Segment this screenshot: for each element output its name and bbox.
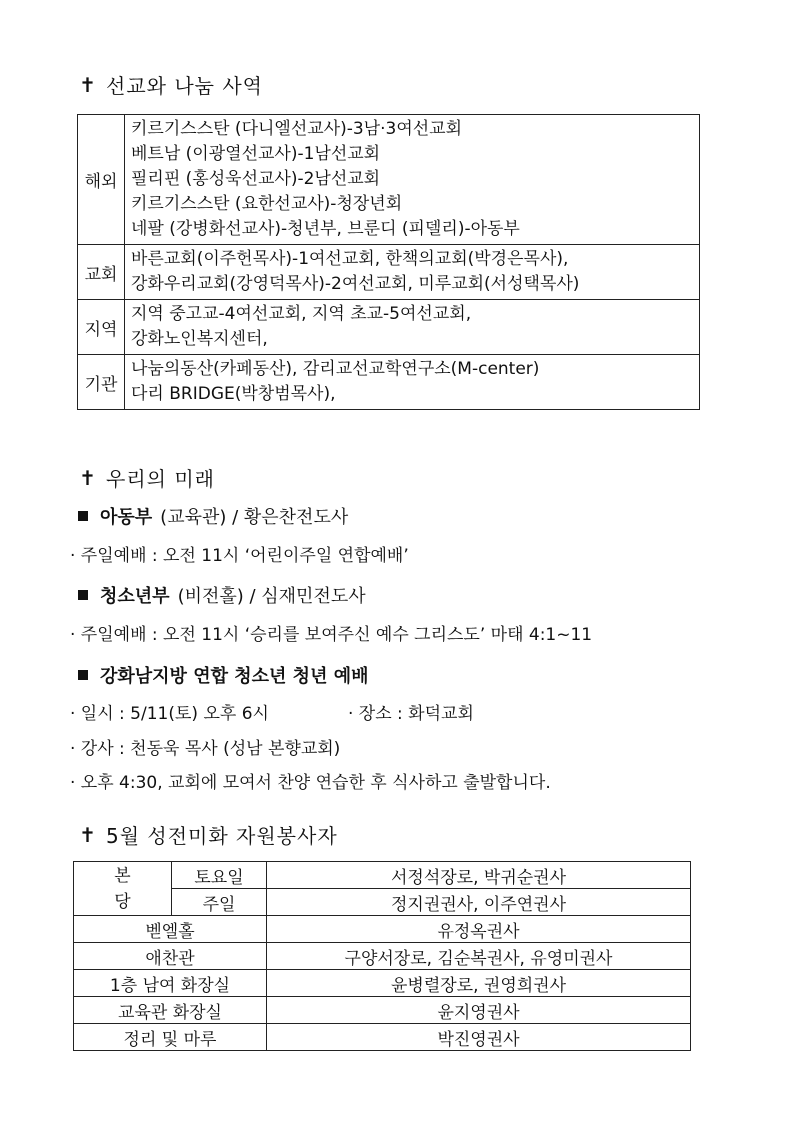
mission-row-overseas xyxy=(78,115,700,245)
table-row xyxy=(74,943,691,970)
mission-title-text: 선교와 나눔 사역 xyxy=(106,74,263,98)
table-row xyxy=(74,970,691,997)
place-label: 벧엘홀 xyxy=(74,916,267,943)
children-dept-detail: (교육관) / 황은찬전도사 xyxy=(160,507,349,528)
table-row xyxy=(74,997,691,1024)
category-cell: 해외 xyxy=(78,115,125,245)
place-label: 정리 및 마루 xyxy=(74,1024,267,1051)
place-label: 1층 남여 화장실 xyxy=(74,970,267,997)
table-row xyxy=(74,916,691,943)
youth-dept-detail: (비전홀) / 심재민전도사 xyxy=(177,586,366,607)
joint-worship-note: · 오후 4:30, 교회에 모여서 찬양 연습한 후 식사하고 출발합니다. xyxy=(70,773,551,793)
joint-worship-speaker: · 강사 : 천동욱 목사 (성남 본향교회) xyxy=(70,739,341,759)
main-hall-char: 본 xyxy=(114,865,131,886)
square-bullet-icon xyxy=(78,511,88,521)
youth-dept-heading xyxy=(78,582,366,608)
volunteer-names: 구양서장로, 김순복권사, 유영미권사 xyxy=(267,943,691,970)
mission-row-region xyxy=(78,300,700,355)
mission-entry: 네팔 (강병화선교사)-청년부, 브룬디 (피델리)-아동부 xyxy=(131,219,520,239)
mission-entry: 베트남 (이광열선교사)-1남선교회 xyxy=(131,144,381,164)
place-label: 애찬관 xyxy=(74,943,267,970)
place-label: 교육관 화장실 xyxy=(74,997,267,1024)
volunteer-section-title xyxy=(78,820,338,849)
volunteer-names: 서정석장로, 박귀순권사 xyxy=(267,862,691,889)
volunteer-names: 정지권권사, 이주연권사 xyxy=(267,889,691,916)
square-bullet-icon xyxy=(78,670,88,680)
volunteer-title-text: 5월 성전미화 자원봉사자 xyxy=(106,824,338,848)
mission-entries xyxy=(125,355,700,410)
day-label: 토요일 xyxy=(172,862,267,889)
main-hall-label xyxy=(74,862,172,916)
children-dept-heading xyxy=(78,503,348,529)
mission-entry: 바른교회(이주헌목사)-1여선교회, 한책의교회(박경은목사), xyxy=(131,249,569,269)
volunteer-names: 유정옥권사 xyxy=(267,916,691,943)
mission-table xyxy=(77,114,700,410)
mission-entries xyxy=(125,115,700,245)
youth-service-line: · 주일예배 : 오전 11시 ‘승리를 보여주신 예수 그리스도’ 마태 4:1~11 xyxy=(70,625,593,645)
category-cell: 교회 xyxy=(78,245,125,300)
mission-entries xyxy=(125,245,700,300)
mission-entry: 강화노인복지센터, xyxy=(131,329,268,349)
children-dept-name: 아동부 xyxy=(100,507,153,528)
mission-row-institution xyxy=(78,355,700,410)
cross-icon: ✝ xyxy=(79,72,97,97)
mission-entry: 키르기스스탄 (다니엘선교사)-3남·3여선교회 xyxy=(131,119,463,139)
volunteer-names: 윤지영권사 xyxy=(267,997,691,1024)
main-hall-char: 당 xyxy=(114,891,131,912)
category-cell: 기관 xyxy=(78,355,125,410)
mission-entry: 지역 중고교-4여선교회, 지역 초교-5여선교회, xyxy=(131,304,472,324)
table-row xyxy=(74,1024,691,1051)
mission-entry: 다리 BRIDGE(박창범목사), xyxy=(131,384,336,404)
future-title-text: 우리의 미래 xyxy=(106,467,215,491)
mission-entry: 필리핀 (홍성욱선교사)-2남선교회 xyxy=(131,169,381,189)
mission-entry: 키르기스스탄 (요한선교사)-청장년회 xyxy=(131,194,403,214)
joint-worship-heading xyxy=(78,662,369,688)
joint-worship-place: · 장소 : 화덕교회 xyxy=(348,704,474,724)
cross-icon: ✝ xyxy=(79,822,97,847)
volunteer-names: 윤병렬장로, 권영희권사 xyxy=(267,970,691,997)
table-row xyxy=(74,862,691,889)
future-section-title xyxy=(78,463,215,492)
youth-dept-name: 청소년부 xyxy=(100,586,170,607)
day-label: 주일 xyxy=(172,889,267,916)
volunteer-names: 박진영권사 xyxy=(267,1024,691,1051)
mission-entry: 강화우리교회(강영덕목사)-2여선교회, 미루교회(서성택목사) xyxy=(131,274,580,294)
joint-worship-name: 강화남지방 연합 청소년 청년 예배 xyxy=(100,666,369,687)
children-service-line: · 주일예배 : 오전 11시 ‘어린이주일 연합예배’ xyxy=(70,546,409,566)
mission-section-title xyxy=(78,70,263,99)
mission-row-church xyxy=(78,245,700,300)
volunteer-table xyxy=(73,861,691,1051)
mission-entry: 나눔의동산(카페동산), 감리교선교학연구소(M-center) xyxy=(131,359,540,379)
mission-entries xyxy=(125,300,700,355)
joint-worship-date: · 일시 : 5/11(토) 오후 6시 xyxy=(70,704,269,724)
square-bullet-icon xyxy=(78,590,88,600)
category-cell: 지역 xyxy=(78,300,125,355)
cross-icon: ✝ xyxy=(79,465,97,490)
